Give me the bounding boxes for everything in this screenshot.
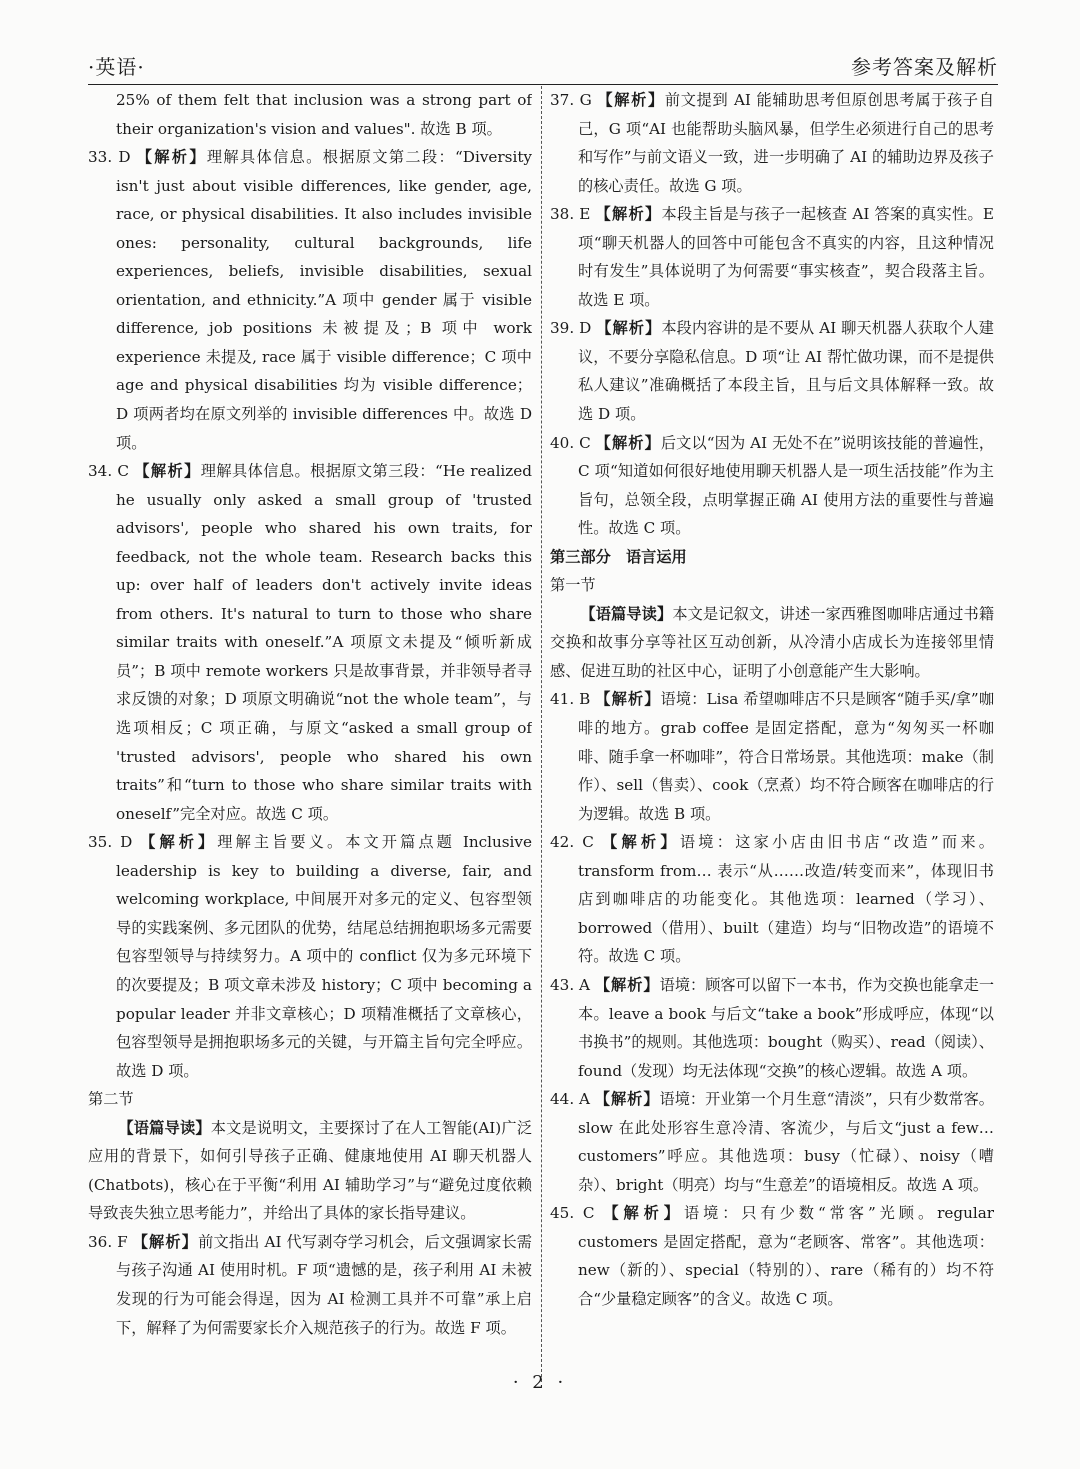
answer-item-34 [88,457,532,828]
item-text: 前文提到 AI 能辅助思考但原创思考属于孩子自己，G 项“AI 也能帮助头脑风暴，但学生必须进行自己的思考和写作”与前文语义一致，进一步明确了 AI 的辅助边界及孩子的核心责任。故选 G 项。 [578,91,994,195]
analysis-tag: 【解析】 [594,975,660,994]
item-number: 38. E [550,205,591,224]
answer-item-41 [550,685,994,828]
item-number: 45. C [550,1204,595,1223]
analysis-tag: 【解析】 [603,1204,684,1223]
guide-tag: 【语篇导读】 [580,604,673,623]
item-text: 理解具体信息。根据原文第二段：“Diversity isn't just about visible differences, like gender, age, race, or physical disabilities. It also includes invisible ones: personality, cultural backgrounds, life experiences, beliefs, invisible disabilities, sexual orientation, and ethnicity.”A 项中 gender 属于 visible difference, job positions 未被提及；B 项中 work experience 未提及, race 属于 visible difference；C 项中 age and physical disabilities 均为 visible difference；D 项两者均在原文列举的 invisible differences 中。故选 D 项。 [116,148,532,452]
item-number: 34. C [88,462,130,481]
analysis-tag: 【解析】 [595,205,662,224]
guide-tag: 【语篇导读】 [118,1118,211,1137]
item-text: 语境：开业第一个月生意“清淡”，只有少数常客。slow 在此处形容生意冷清、客流少，与后文“just a few…customers”呼应。其他选项：busy（忙碌）、noisy（嘈杂）、bright（明亮）均与“生意差”的语境相反。故选 A 项。 [578,1090,994,1194]
answer-item-43 [550,971,994,1085]
item-text: 语境：只有少数“常客”光顾。regular customers 是固定搭配，意为“老顾客、常客”。其他选项：new（新的）、special（特别的）、rare（稀有的）均不符合“少量稳定顾客”的含义。故选 C 项。 [578,1204,994,1308]
left-column [88,86,532,1382]
analysis-tag: 【解析】 [594,1090,660,1109]
item-text: 本段内容讲的是不要从 AI 聊天机器人获取个人建议，不要分享隐私信息。D 项“让 AI 帮忙做功课，而不是提供私人建议”准确概括了本段主旨，且与后文具体解释一致。故选 D 项。 [578,319,994,424]
item-number: 44. A [550,1090,590,1109]
analysis-tag: 【解析】 [136,148,207,167]
analysis-tag: 【解析】 [597,91,665,109]
analysis-tag: 【解析】 [140,833,218,852]
analysis-tag: 【解析】 [596,319,662,338]
analysis-tag: 【解析】 [595,690,661,709]
page-number: · 2 · [512,1372,568,1393]
guide-text: 本文是记叙文，讲述一家西雅图咖啡店通过书籍交换和故事分享等社区互动创新，从冷清小店成长为连接邻里情感、促进互助的社区中心，证明了小创意能产生大影响。 [550,604,994,680]
item-number: 35. D [88,833,133,852]
item-text: 理解主旨要义。本文开篇点题 Inclusive leadership is key to building a diverse, fair, and welcoming workplace, 中间展开对多元的定义、包容型领导的实践案例、多元团队的优势，结尾总结拥抱职场多元需要包容型领导与持续努力。A 项中的 conflict 仅为多元环境下的次要提及；B 项文章未涉及 history；C 项中 becoming a popular leader 并非文章核心；D 项精准概括了文章核心，包容型领导是拥抱职场多元的关键，与开篇主旨句完全呼应。故选 D 项。 [116,833,532,1080]
answer-item-44 [550,1085,994,1199]
guide-text: 本文是说明文，主要探讨了在人工智能(AI)广泛应用的背景下，如何引导孩子正确、健康地使用 AI 聊天机器人(Chatbots)，核心在于平衡“利用 AI 辅助学习”与“避免过度依赖导致丧失独立思考能力”，并给出了具体的家长指导建议。 [88,1118,532,1223]
section-heading: 第二节 [88,1090,134,1109]
answer-item-37 [550,86,994,200]
item-number: 43. A [550,975,590,994]
answer-item-33 [88,143,532,457]
answer-item-36 [88,1228,532,1342]
item-number: 40. C [550,433,591,452]
right-column [550,86,994,1382]
item-text: 本段主旨是与孩子一起核查 AI 答案的真实性。E 项“聊天机器人的回答中可能包含不真实的内容，且这种情况时有发生”具体说明了为何需要“事实核查”，契合段落主旨。故选 E 项。 [578,205,994,309]
passage-guide [88,1114,532,1228]
answer-item-38 [550,200,994,314]
item-number: 37. G [550,91,592,109]
analysis-tag: 【解析】 [132,1232,199,1251]
column-divider [541,86,542,1382]
analysis-tag: 【解析】 [601,833,680,852]
item-text: 语境：这家小店由旧书店“改造”而来。transform from… 表示“从……改造/转变而来”，体现旧书店到咖啡店的功能变化。其他选项：learned（学习）、borrowed（借用）、built（建造）均与“旧物改造”的语境不符。故选 C 项。 [578,833,994,966]
item-number: 42. C [550,833,594,852]
item-text: 理解具体信息。根据原文第三段：“He realized he usually only asked a small group of 'trusted advisors', people who shared his own traits, for feedback, not the whole team. Research backs this up: over half of leaders don't actively invite ideas from others. It's natural to turn to those who share similar traits with oneself.”A 项原文未提及“倾听新成员”；B 项中 remote workers 只是故事背景，并非领导者寻求反馈的对象；D 项原文明确说“not the whole team”，与选项相反；C 项正确，与原文“asked a small group of 'trusted advisors', people who shared his own traits”和“turn to those who share similar traits with oneself”完全对应。故选 C 项。 [116,462,532,823]
item-number: 41. B [550,690,591,709]
answer-item-40 [550,429,994,543]
answer-item-35 [88,828,532,1085]
item-text: 后文以“因为 AI 无处不在”说明该技能的普遍性，C 项“知道如何很好地使用聊天机器人是一项生活技能”作为主旨句，总领全段，点明掌握正确 AI 使用方法的重要性与普遍性。故选 C 项。 [578,433,994,538]
answer-item-42 [550,828,994,971]
part-heading: 第三部分 语言运用 [550,547,687,566]
analysis-tag: 【解析】 [134,462,201,481]
section-heading: 第一节 [550,576,596,595]
item-number: 39. D [550,319,592,338]
item-number: 36. F [88,1232,128,1251]
item-number: 33. D [88,148,131,167]
analysis-tag: 【解析】 [595,433,661,452]
answer-item-39 [550,314,994,428]
answer-item-45 [550,1199,994,1313]
item-text: 语境：顾客可以留下一本书，作为交换也能拿走一本。leave a book 与后文“take a book”形成呼应，体现“以书换书”的规则。其他选项：bought（购买）、read（阅读）、found（发现）均无法体现“交换”的核心逻辑。故选 A 项。 [578,975,994,1080]
passage-guide [550,600,994,686]
item-text: 语境：Lisa 希望咖啡店不只是顾客“随手买/拿”咖啡的地方。grab coffee 是固定搭配，意为“匆匆买一杯咖啡、随手拿一杯咖啡”，符合日常场景。其他选项：make（制作）、sell（售卖）、cook（烹煮）均不符合顾客在咖啡店的行为逻辑。故选 B 项。 [578,690,994,823]
subject-label: ·英语· [88,55,145,79]
page-header [88,44,998,85]
item-text: 前文指出 AI 代写剥夺学习机会，后文强调家长需与孩子沟通 AI 使用时机。F 项“遗憾的是，孩子利用 AI 未被发现的行为可能会得逞，因为 AI 检测工具并不可靠”承上启下，解释了为何需要家长介入规范孩子的行为。故选 F 项。 [116,1232,532,1337]
q32-continuation: 25% of them felt that inclusion was a strong part of their organization's vision and values". 故选 B 项。 [116,91,532,138]
answer-key-title: 参考答案及解析 [851,55,998,79]
